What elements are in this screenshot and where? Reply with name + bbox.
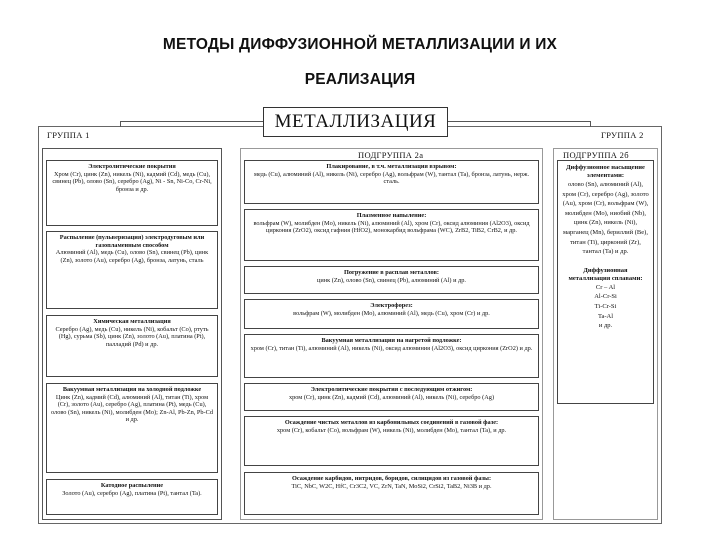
group1-box-vacuum-cold: Вакуумная металлизация на холодной подложке Цинк (Zn), кадмий (Cd), алюминий (Al), титан (Ti), хром (Cr), золото (Au), серебро (Ag), платина (Pt), медь (Cu), олово (Sn), никель (Ni), молибден (Mo); Zn-Al, Pb-Zn, Pb-Cd и др. bbox=[46, 383, 218, 473]
alloy-item: Ta-Al bbox=[597, 312, 614, 320]
subgroup2b-label: ПОДГРУППА 2б bbox=[560, 150, 632, 160]
root-node-metallization: МЕТАЛЛИЗАЦИЯ bbox=[263, 107, 448, 137]
group1-box-chemical: Химическая металлизация Серебро (Ag), медь (Cu), никель (Ni), кобальт (Co), ртуть (Hg), сурьма (Sb), цинк (Zn), золото (Au), платина (Pt), палладий (Pd) и др. bbox=[46, 315, 218, 377]
group2a-box-electrolytic-annealing: Электролитические покрытия с последующим отжигом: хром (Cr), цинк (Zn), кадмий (Cd), алюминий (Al), никель (Ni), серебро (Ag) bbox=[244, 383, 539, 411]
connector-right bbox=[448, 121, 591, 122]
connector-left-drop bbox=[120, 121, 121, 127]
group1-box-cathode: Катодное распыление Золото (Au), серебро (Ag), платина (Pt), тантал (Ta). bbox=[46, 479, 218, 515]
alloy-item: Ti-Cr-Si bbox=[594, 302, 617, 310]
group2a-box-cladding: Плакирование, в т.ч. металлизация взрывом: медь (Cu), алюминий (Al), никель (Ni), серебро (Ag), вольфрам (W), тантал (Ta), бронза, латунь, нерж. сталь. bbox=[244, 160, 539, 204]
subgroup2a-label: ПОДГРУППА 2а bbox=[355, 150, 426, 160]
group2-label: ГРУППА 2 bbox=[598, 130, 647, 140]
group2a-box-electrophoresis: Электрофорез: вольфрам (W), молибден (Mo), алюминий (Al), медь (Cu), хром (Cr) и др. bbox=[244, 299, 539, 329]
group2a-box-carbonyl: Осаждение чистых металлов из карбонильных соединений в газовой фазе: хром (Cr), кобальт (Co), вольфрам (W), никель (Ni), молибден (Mo), тантал (Ta), и др. bbox=[244, 416, 539, 466]
group2a-box-vacuum-heated: Вакуумная металлизация на нагретой подложке: хром (Cr), титан (Ti), алюминий (Al), никель (Ni), оксид алюминия (Al2O3), оксид циркония (ZrO2) и др. bbox=[244, 334, 539, 378]
group1-label: ГРУППА 1 bbox=[44, 130, 93, 140]
alloy-item: и др. bbox=[598, 322, 613, 330]
group2a-box-plasma: Плазменное напыление: вольфрам (W), молибден (Mo), никель (Ni), алюминий (Al), хром (Cr), оксид алюминия (Al2O3), оксид циркония (ZrO2), оксид гафния (HfO2), монокарбид вольфрама (WC), ZrB2, TiB2, CrB2, и др. bbox=[244, 209, 539, 261]
group1-box-spraying: Распыление (пульверизация) электродуговым или газопламенным способом Алюминий (Al), медь (Cu), олово (Sn), свинец (Pb), цинк (Zn), золото (Au), серебро (Ag), бронза, латунь, сталь bbox=[46, 231, 218, 309]
alloy-item: Cr – Al bbox=[595, 283, 616, 291]
connector-left bbox=[120, 121, 263, 122]
alloy-item: Al-Cr-Si bbox=[594, 293, 617, 301]
group2a-box-immersion: Погружение в расплав металлов: цинк (Zn), олово (Sn), свинец (Pb), алюминий (Al) и др. bbox=[244, 266, 539, 294]
group1-box-electrolytic: Электролитические покрытия Хром (Cr), цинк (Zn), никель (Ni), кадмий (Cd), медь (Cu), свинец (Pb), олово (Sn), серебро (Ag), Ni - Sn, Ni-Co, Cr-Ni, бронза и др. bbox=[46, 160, 218, 226]
group2a-box-carbides: Осаждение карбидов, нитридов, боридов, силицидов из газовой фазы: TiC, NbC, W2C, HfC, Cr3C2, VC, ZrN, TaN, MoSi2, CrSi2, TaB2, Ni3B и др. bbox=[244, 472, 539, 515]
page-title-line-1: МЕТОДЫ ДИФФУЗИОННОЙ МЕТАЛЛИЗАЦИИ И ИХ bbox=[162, 36, 558, 53]
connector-right-drop bbox=[590, 121, 591, 127]
page-title-line-2: РЕАЛИЗАЦИЯ bbox=[304, 71, 416, 88]
group2b-box-diffusion: Диффузионное насыщение элементами: олово (Sn), алюминий (Al), хром (Cr), серебро (Ag), золото (Au), хром (Cr), вольфрам (W), молибден (Mo), ниобий (Nb), цинк (Zn), никель (Ni), марганец (Mn), бериллий (Be), титан (Ti), цирконий (Zr), тантал (Ta) и др. Диффузионная металлизация сплавами: Cr – Al Al-Cr-Si Ti-Cr-Si Ta-Al и др. bbox=[557, 160, 654, 404]
